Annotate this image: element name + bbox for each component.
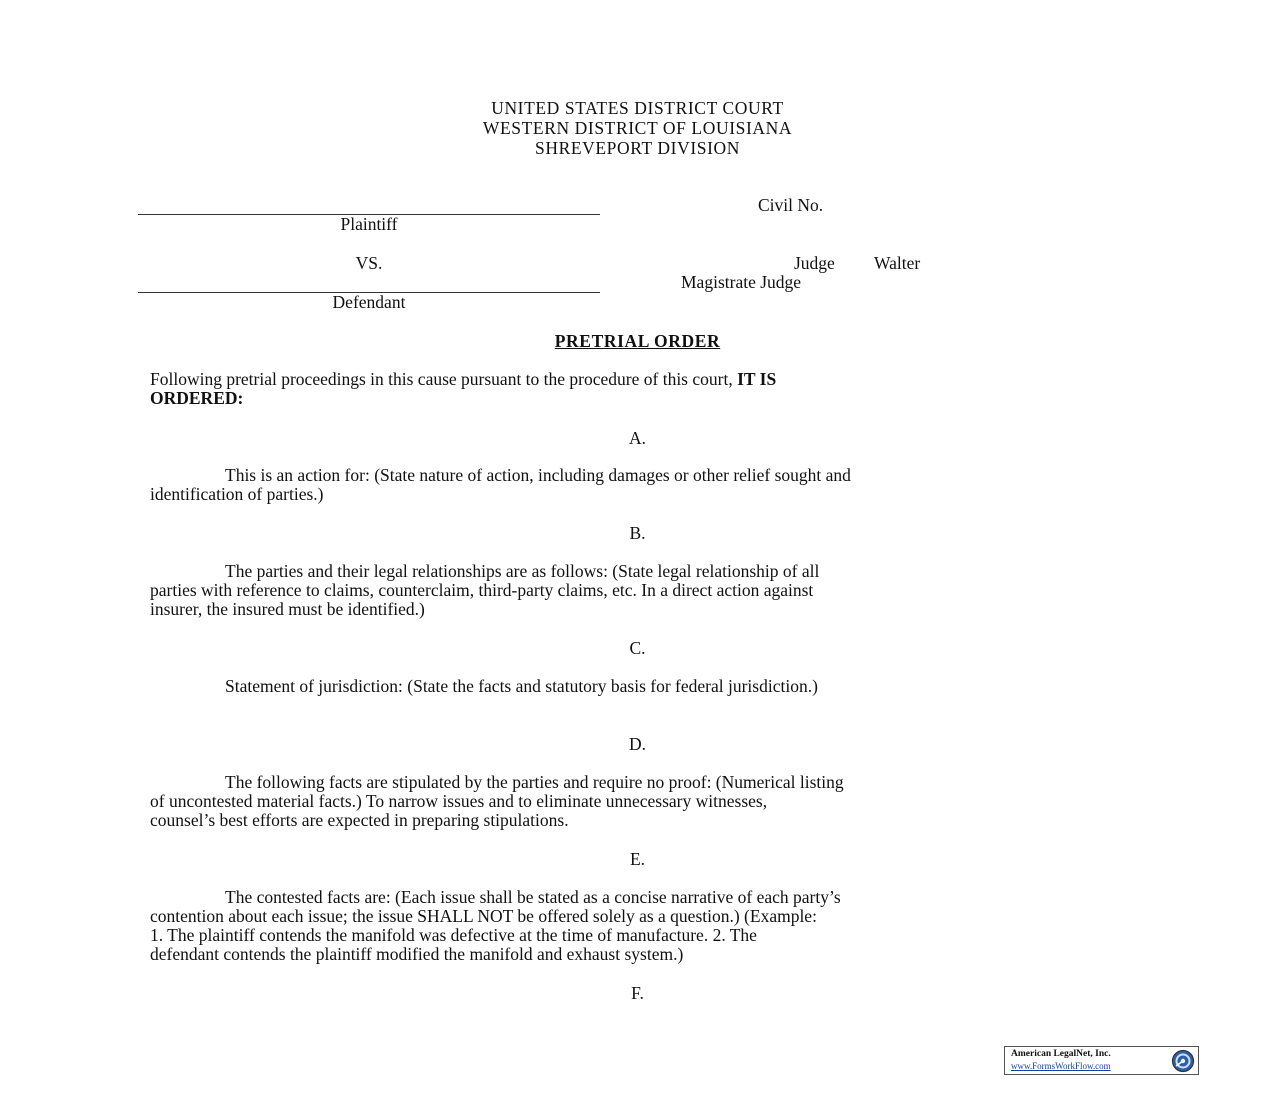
section-e-line: The contested facts are: (Each issue shall be stated as a concise narrative of each party’s bbox=[225, 887, 841, 907]
section-b-paragraph bbox=[150, 562, 1125, 619]
intro-bold-1: IT IS bbox=[737, 369, 777, 389]
intro-paragraph bbox=[150, 370, 1125, 408]
section-d-line: The following facts are stipulated by the parties and require no proof: (Numerical listing bbox=[225, 772, 844, 792]
magistrate-judge-label: Magistrate Judge bbox=[681, 272, 802, 292]
logo-company-name: American LegalNet, Inc. bbox=[1011, 1049, 1111, 1059]
judge-name: Walter bbox=[874, 253, 921, 273]
intro-text: Following pretrial proceedings in this cause pursuant to the procedure of this court, bbox=[150, 369, 738, 389]
division-name: SHREVEPORT DIVISION bbox=[535, 138, 740, 158]
section-d-heading: D. bbox=[628, 734, 646, 754]
section-b-line: parties with reference to claims, counterclaim, third-party claims, etc. In a direct action against bbox=[150, 580, 814, 600]
section-b-line: insurer, the insured must be identified.) bbox=[150, 599, 425, 619]
globe-icon bbox=[1171, 1049, 1195, 1073]
section-e-line: defendant contends the plaintiff modified the manifold and exhaust system.) bbox=[150, 944, 684, 964]
section-d-line: counsel’s best efforts are expected in preparing stipulations. bbox=[150, 810, 569, 830]
section-e-line: contention about each issue; the issue SHALL NOT be offered solely as a question.) (Example: bbox=[150, 906, 817, 926]
american-legalnet-logo[interactable] bbox=[1004, 1046, 1199, 1075]
section-a-heading: A. bbox=[628, 428, 646, 448]
section-a-line: This is an action for: (State nature of action, including damages or other relief sought and bbox=[225, 465, 851, 485]
plaintiff-label: Plaintiff bbox=[340, 214, 398, 234]
section-c-paragraph bbox=[150, 677, 1125, 696]
section-c-heading: C. bbox=[629, 638, 646, 658]
section-c-line: Statement of jurisdiction: (State the facts and statutory basis for federal jurisdiction.) bbox=[225, 676, 818, 696]
district-name: WESTERN DISTRICT OF LOUISIANA bbox=[482, 118, 793, 138]
vs-label: VS. bbox=[355, 253, 383, 273]
section-e-line: 1. The plaintiff contends the manifold was defective at the time of manufacture. 2. The bbox=[150, 925, 757, 945]
section-e-heading: E. bbox=[629, 849, 646, 869]
defendant-label: Defendant bbox=[332, 292, 406, 312]
judge-label: Judge bbox=[794, 253, 835, 273]
section-e-paragraph bbox=[150, 888, 1125, 964]
section-d-paragraph bbox=[150, 773, 1125, 830]
section-b-line: The parties and their legal relationships are as follows: (State legal relationship of all bbox=[225, 561, 820, 581]
section-d-line: of uncontested material facts.) To narrow issues and to eliminate unnecessary witnesses, bbox=[150, 791, 768, 811]
document-title: PRETRIAL ORDER bbox=[554, 331, 721, 351]
court-name: UNITED STATES DISTRICT COURT bbox=[491, 98, 784, 118]
civil-no-label: Civil No. bbox=[758, 195, 824, 215]
section-f-heading: F. bbox=[631, 983, 644, 1003]
section-b-heading: B. bbox=[629, 523, 646, 543]
logo-url-link[interactable]: www.FormsWorkFlow.com bbox=[1011, 1061, 1111, 1071]
intro-bold-2: ORDERED: bbox=[150, 388, 244, 408]
section-a-line: identification of parties.) bbox=[150, 484, 324, 504]
section-a-paragraph bbox=[150, 466, 1125, 504]
